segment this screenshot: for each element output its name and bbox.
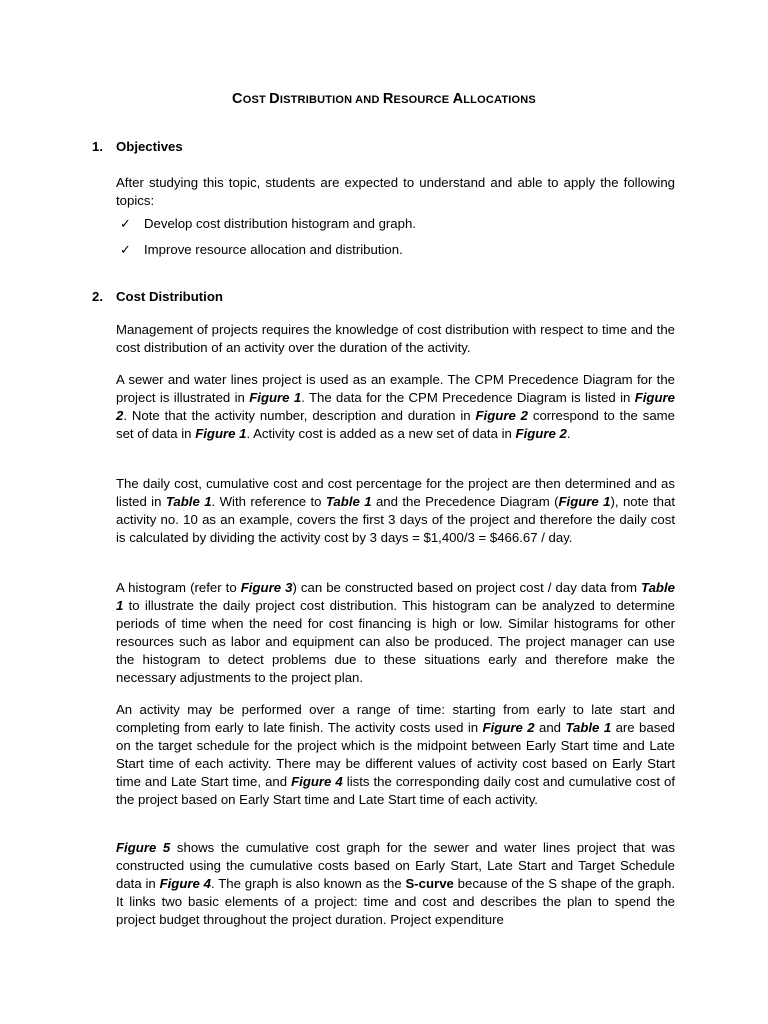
paragraph-s-curve: Figure 5 shows the cumulative cost graph for the sewer and water lines project that was constructed using the cumulative costs based on Early Start, Late Start and Target Schedule data in Figure 4. The graph is also known as the S-curve because of the S shape of the graph. It links two basic elements of a project: time and cost and describes the plan to spend the project budget throughout the project duration. Project expenditure (116, 840, 676, 927)
objective-bullet-item: ✓ Improve resource allocation and distribution. (120, 242, 403, 257)
figure-reference: Figure 4 (291, 774, 343, 789)
figure-reference: Figure 1 (195, 426, 247, 441)
s-curve-term: S-curve (405, 876, 454, 891)
table-reference: Table 1 (165, 494, 212, 509)
paragraph-histogram: A histogram (refer to Figure 3) can be constructed based on project cost / day data from Table 1 to illustrate the daily project cost distribution. This histogram can be analyzed to determine periods of time when the need for cost financing is high or low. Similar histograms for other resources such as labor and equipment can also be produced. The project manager can use the histogram to detect problems due to these situations early and therefore make the necessary adjustments to the project plan. (116, 580, 675, 685)
paragraph-activity-range: An activity may be performed over a range of time: starting from early to late start and completing from early to late finish. The activity costs used in Figure 2 and Table 1 are based on the target schedule for the project which is the midpoint between Early Start time and Late Start time of each activity. There may be different values of activity cost based on Early Start time and Late Start time, and Figure 4 lists the corresponding daily cost and cumulative cost of the project based on Early Start time and Late Start time of each activity. (116, 702, 676, 807)
figure-reference: Figure 2 (482, 720, 535, 735)
figure-reference: Figure 2 (116, 390, 675, 423)
figure-reference: Figure 1 (249, 390, 302, 405)
figure-reference: Figure 2 (475, 408, 528, 423)
paragraph-daily-cost: The daily cost, cumulative cost and cost percentage for the project are then determined and as listed in Table 1. With reference to Table 1 and the Precedence Diagram (Figure 1), note that activity no. 10 as an example, covers the first 3 days of the project and therefore the daily cost is calculated by dividing the activity cost by 3 days = $1,400/3 = $466.67 / day. (116, 476, 676, 545)
figure-reference: Figure 2 (515, 426, 567, 441)
check-icon: ✓ (120, 216, 131, 231)
paragraph-sewer-project: A sewer and water lines project is used as an example. The CPM Precedence Diagram for the project is illustrated in Figure 1. The data for the CPM Precedence Diagram is listed in Figure 2. Note that the activity number, description and duration in Figure 2 correspond to the same set of data in Figure 1. Activity cost is added as a new set of data in Figure 2. (116, 372, 675, 441)
paragraph-cost-knowledge: Management of projects requires the knowledge of cost distribution with respect to time and the cost distribution of an activity over the duration of the activity. (116, 322, 675, 355)
objectives-intro-paragraph: After studying this topic, students are expected to understand and able to apply the following topics: (116, 175, 675, 208)
figure-reference: Figure 3 (240, 580, 293, 595)
section-heading-cost-distribution: 2. Cost Distribution (92, 289, 223, 304)
table-reference: Table 1 (325, 494, 372, 509)
figure-reference: Figure 5 (116, 840, 171, 855)
section-heading-objectives: 1. Objectives (92, 139, 183, 154)
table-reference: Table 1 (565, 720, 612, 735)
figure-reference: Figure 1 (558, 494, 611, 509)
document-title: COST DISTRIBUTION AND RESOURCE ALLOCATIONS (232, 91, 536, 107)
table-reference: Table 1 (116, 580, 675, 613)
figure-reference: Figure 4 (159, 876, 212, 891)
objective-bullet-item: ✓ Develop cost distribution histogram and graph. (120, 216, 416, 231)
check-icon: ✓ (120, 242, 131, 257)
